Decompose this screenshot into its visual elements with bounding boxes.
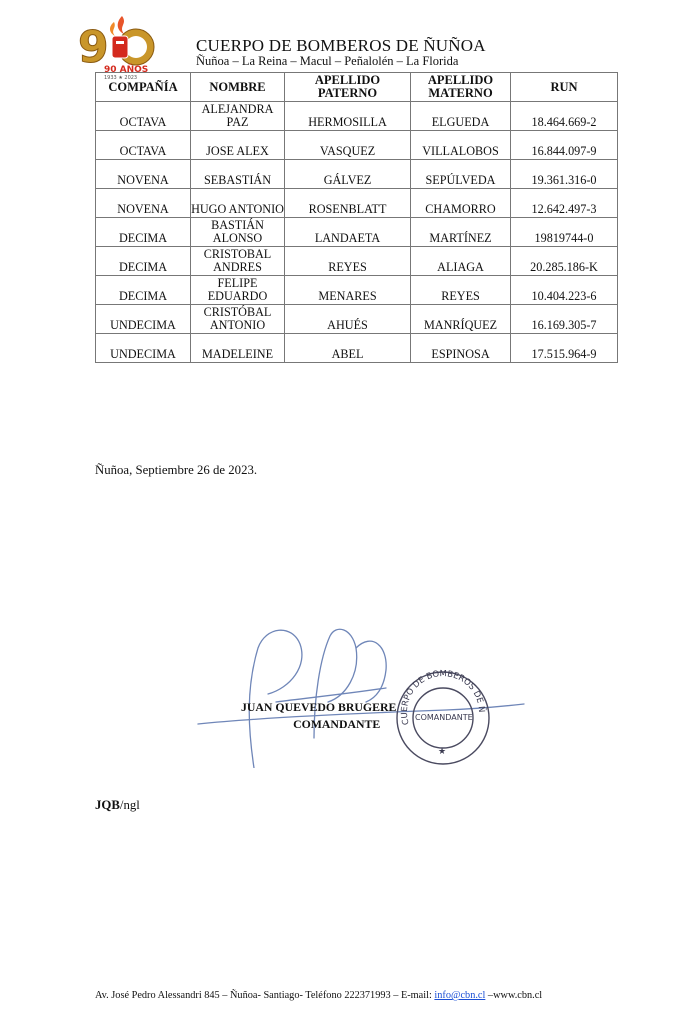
footer-email-link[interactable]: info@cbn.cl <box>434 990 486 1001</box>
table-row <box>96 189 618 218</box>
cell-apellido-materno: REYES <box>411 276 511 305</box>
cell-compania: NOVENA <box>96 160 191 189</box>
signer-role: COMANDANTE <box>293 717 381 731</box>
table-row <box>96 131 618 160</box>
signer-name: JUAN QUEVEDO BRUGERE <box>241 700 397 714</box>
footer-address: Av. José Pedro Alessandri 845 – Ñuñoa- Santiago- Teléfono 222371993 – E-mail: <box>95 990 435 1001</box>
cell-compania: DECIMA <box>96 247 191 276</box>
cell-apellido-paterno: VASQUEZ <box>285 131 411 160</box>
cell-compania: OCTAVA <box>96 131 191 160</box>
cell-nombre: BASTIÁN ALONSO <box>191 218 285 247</box>
table-row <box>96 102 618 131</box>
cell-run: 10.404.223-6 <box>511 276 618 305</box>
cell-run: 17.515.964-9 <box>511 334 618 363</box>
footer-web: –www.cbn.cl <box>485 990 543 1001</box>
header-apellido-paterno: APELLIDO PATERNO <box>285 73 411 102</box>
header-run: RUN <box>511 73 618 102</box>
cell-compania: UNDECIMA <box>96 334 191 363</box>
cell-apellido-paterno: MENARES <box>285 276 411 305</box>
cell-apellido-materno: ESPINOSA <box>411 334 511 363</box>
cell-apellido-paterno: REYES <box>285 247 411 276</box>
header-apellido-materno: APELLIDO MATERNO <box>411 73 511 102</box>
organization-name: CUERPO DE BOMBEROS DE ÑUÑOA <box>196 36 486 55</box>
cell-compania: DECIMA <box>96 218 191 247</box>
cell-run: 18.464.669-2 <box>511 102 618 131</box>
official-stamp <box>393 668 493 768</box>
footer <box>95 990 635 1001</box>
logo-years: 1933 ★ 2023 <box>104 75 138 80</box>
cell-compania: DECIMA <box>96 276 191 305</box>
cell-nombre: JOSE ALEX <box>191 131 285 160</box>
cell-nombre: CRISTOBAL ANDRES <box>191 247 285 276</box>
cell-run: 20.285.186-K <box>511 247 618 276</box>
cell-apellido-materno: MANRÍQUEZ <box>411 305 511 334</box>
cell-compania: OCTAVA <box>96 102 191 131</box>
svg-text:9: 9 <box>78 22 109 73</box>
table-row <box>96 160 618 189</box>
cell-apellido-paterno: HERMOSILLA <box>285 102 411 131</box>
cell-run: 19819744-0 <box>511 218 618 247</box>
personnel-table <box>95 72 618 363</box>
cell-run: 16.169.305-7 <box>511 305 618 334</box>
cell-run: 19.361.316-0 <box>511 160 618 189</box>
cell-apellido-materno: VILLALOBOS <box>411 131 511 160</box>
svg-text:★: ★ <box>438 747 447 757</box>
cell-apellido-paterno: AHUÉS <box>285 305 411 334</box>
cell-apellido-materno: CHAMORRO <box>411 189 511 218</box>
cell-run: 12.642.497-3 <box>511 189 618 218</box>
cell-nombre: CRISTÓBAL ANTONIO <box>191 305 285 334</box>
anniversary-logo <box>74 12 170 80</box>
cell-apellido-paterno: GÁLVEZ <box>285 160 411 189</box>
initials-bold: JQB <box>95 798 120 812</box>
cell-nombre: HUGO ANTONIO <box>191 189 285 218</box>
cell-run: 16.844.097-9 <box>511 131 618 160</box>
stamp-outer-text: CUERPO DE BOMBEROS DE Ñ <box>399 669 487 726</box>
cell-apellido-paterno: LANDAETA <box>285 218 411 247</box>
cell-compania: NOVENA <box>96 189 191 218</box>
header-compania: COMPAÑÍA <box>96 73 191 102</box>
communes-line: Ñuñoa – La Reina – Macul – Peñalolén – La Florida <box>196 54 459 68</box>
letterhead <box>196 36 516 68</box>
cell-apellido-materno: ALIAGA <box>411 247 511 276</box>
cell-nombre: ALEJANDRA PAZ <box>191 102 285 131</box>
table-row <box>96 334 618 363</box>
cell-nombre: SEBASTIÁN <box>191 160 285 189</box>
cell-apellido-paterno: ABEL <box>285 334 411 363</box>
signer-block <box>241 699 396 733</box>
cell-apellido-paterno: ROSENBLATT <box>285 189 411 218</box>
cell-apellido-materno: MARTÍNEZ <box>411 218 511 247</box>
reference-initials <box>95 798 140 813</box>
stamp-center-text: COMANDANTE <box>415 713 473 722</box>
cell-nombre: FELIPE EDUARDO <box>191 276 285 305</box>
date-line: Ñuñoa, Septiembre 26 de 2023. <box>95 463 258 477</box>
table-row <box>96 218 618 247</box>
table-header-row <box>96 73 618 102</box>
cell-compania: UNDECIMA <box>96 305 191 334</box>
table-row <box>96 305 618 334</box>
table-row <box>96 276 618 305</box>
initials-rest: /ngl <box>119 798 140 812</box>
cell-nombre: MADELEINE <box>191 334 285 363</box>
logo-text: 90 AÑOS <box>104 65 149 75</box>
header-nombre: NOMBRE <box>191 73 285 102</box>
cell-apellido-materno: ELGUEDA <box>411 102 511 131</box>
cell-apellido-materno: SEPÚLVEDA <box>411 160 511 189</box>
table-row <box>96 247 618 276</box>
